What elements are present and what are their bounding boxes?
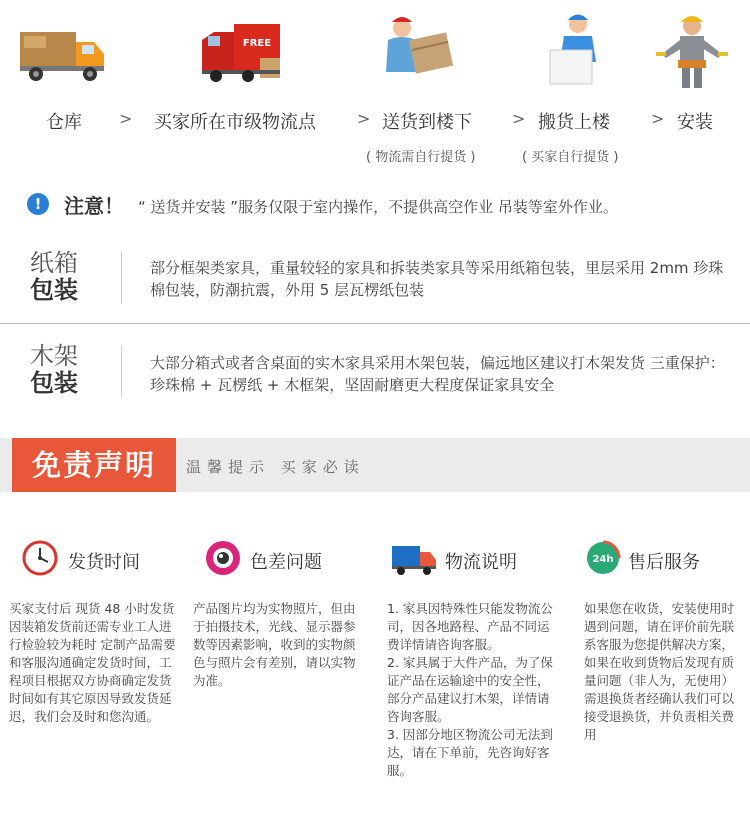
24h-badge: 24h [592, 554, 614, 565]
after-sales-title: 售后服务 [628, 552, 700, 573]
carton-title-bottom: 包装 [30, 276, 78, 304]
carton-packaging-title [30, 250, 78, 304]
step-label-install: 安装 [677, 112, 713, 133]
column-paragraph: 3. 因部分地区物流公司无法到达，请在下单前，先咨询好客服。 [387, 727, 553, 778]
step-label-upstairs: 搬货上楼 [538, 112, 610, 133]
logistics-truck-icon [390, 540, 438, 576]
step-note-downstairs: ( 物流需自行提货 ) [366, 150, 476, 165]
free-delivery-truck-icon [200, 10, 290, 90]
column-paragraph: 买家支付后 现货 48 小时发货 因装箱发货前还需专业工人进行检验较为耗时 定制产品需要和客服沟通确定发货时间，工程项目根据双方协商确定发货时间如有其它原因导致发货延迟，我们会及时和您沟通。 [9, 601, 176, 724]
step-separator: > [651, 109, 665, 128]
step-note-upstairs: ( 买家自行提货 ) [522, 150, 619, 165]
disclaimer-title: 免责声明 [12, 438, 176, 492]
wood-packaging-title [30, 343, 78, 397]
wood-packaging-text: 大部分箱式或者含桌面的实木家具采用木架包装，偏远地区建议打木架发货 三重保护：珍珠棉 + 瓦楞纸 + 木框架，坚固耐磨更大程度保证家具安全 [150, 354, 725, 394]
step-separator: > [119, 109, 133, 128]
color-difference-text [193, 600, 363, 690]
wood-title-top: 木架 [30, 342, 78, 370]
after-sales-text [584, 600, 746, 744]
24h-service-icon [585, 540, 621, 576]
notice-title: 注意！ [64, 194, 124, 218]
carton-title-top: 纸箱 [30, 249, 78, 277]
carton-packaging-text: 部分框架类家具，重量较轻的家具和拆装类家具等采用纸箱包装，里层采用 2mm 珍珠棉包装，防潮抗震，外用 5 层瓦楞纸包装 [150, 259, 724, 299]
logistics-text [387, 600, 557, 780]
clock-icon [22, 540, 58, 576]
disclaimer-subtitle: 温馨提示 买家必读 [186, 458, 365, 476]
column-paragraph: 2. 家具属于大件产品，为了保证产品在运输途中的安全性，部分产品建议打木架，详情请咨询客服。 [387, 655, 553, 724]
color-difference-title: 色差问题 [250, 552, 322, 573]
step-separator: > [512, 109, 526, 128]
delivery-truck-icon [18, 10, 108, 90]
notice-text: “ 送货并安装 ”服务仅限于室内操作，不提供高空作业 吊装等室外作业。 [138, 198, 618, 216]
section-divider [0, 323, 750, 324]
divider [121, 252, 122, 304]
truck-sign: FREE [242, 38, 272, 49]
color-lens-icon [205, 540, 241, 576]
step-label-city-logistics: 买家所在市级物流点 [154, 112, 316, 133]
shipping-time-text [9, 600, 179, 726]
logistics-title: 物流说明 [445, 552, 517, 573]
divider [121, 345, 122, 397]
column-paragraph: 1. 家具因特殊性只能发物流公司，因各地路程、产品不同运费详情请咨询客服。 [387, 601, 553, 652]
shipping-time-title: 发货时间 [68, 552, 140, 573]
column-paragraph: 如果您在收货，安装使用时遇到问题，请在评价前先联系客服为您提供解决方案，如果在收到货物后发现有质量问题（非人为，无使用）需退换货者经确认我们可以接受退换货，并负责相关费用 [584, 601, 735, 742]
installer-worker-icon [654, 10, 730, 90]
step-label-downstairs: 送货到楼下 [382, 112, 472, 133]
exclamation-icon: ! [27, 193, 49, 215]
courier-carrying-box-icon [382, 10, 454, 90]
worker-carrying-box-icon [546, 10, 606, 90]
step-label-warehouse: 仓库 [46, 112, 82, 133]
wood-title-bottom: 包装 [30, 369, 78, 397]
step-separator: > [357, 109, 371, 128]
column-paragraph: 产品图片均为实物照片，但由于拍摄技术，光线、显示器参数等因素影响，收到的实物颜色与照片会有差别，请以实物为准。 [193, 601, 356, 688]
